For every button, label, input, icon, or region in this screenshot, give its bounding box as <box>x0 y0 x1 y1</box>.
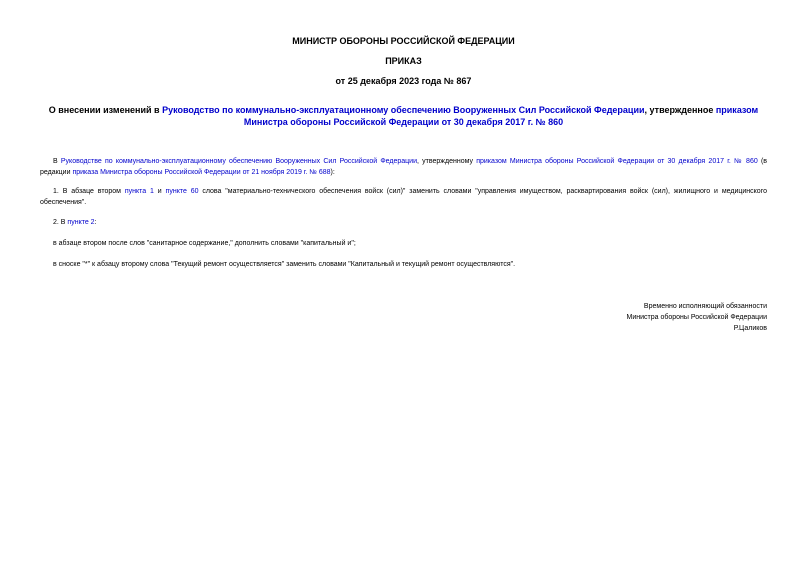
issuer-heading: МИНИСТР ОБОРОНЫ РОССИЙСКОЙ ФЕДЕРАЦИИ <box>292 36 515 46</box>
p1-text-2: , утвержденному <box>417 158 477 165</box>
paragraph-item-2 <box>40 217 767 228</box>
p2-text-1: 1. В абзаце втором <box>53 188 125 195</box>
p2-text-3: слова "материально-технического обеспечения войск (сил)" заменить словами "управления имуществом, расквартирования войск (сил), жилищного и медицинского обеспечения". <box>40 188 767 206</box>
p1-text-4: ): <box>330 169 335 176</box>
p2-link-point-60[interactable]: пункте 60 <box>165 188 199 195</box>
p1-text-3: (в редакции <box>40 158 768 176</box>
signature-position-line-1: Временно исполняющий обязанности <box>643 303 767 310</box>
p3-text-2: : <box>94 219 97 226</box>
paragraph-item-1 <box>40 186 767 208</box>
title-link-order-860[interactable]: приказом Министра обороны Российской Федерации от 30 декабря 2017 г. № 860 <box>243 105 759 127</box>
document-date-heading: от 25 декабря 2023 года № 867 <box>335 76 472 86</box>
paragraph-item-2-sub-2: в сноске "*" к абзацу второму слова "Текущий ремонт осуществляется" заменить словами "Капитальный и текущий ремонт осуществляются". <box>53 261 516 268</box>
p1-text-1: В <box>53 158 61 165</box>
p1-link-order-688[interactable]: приказа Министра обороны Российской Федерации от 21 ноября 2019 г. № 688 <box>72 169 331 176</box>
p3-text-1: 2. В <box>53 219 68 226</box>
p1-link-guide[interactable]: Руководстве по коммунально-эксплуатационному обеспечению Вооруженных Сил Российской Федерации <box>60 158 418 165</box>
p2-link-point-1[interactable]: пункта 1 <box>124 188 154 195</box>
p3-link-point-2[interactable]: пункте 2 <box>67 219 95 226</box>
paragraph-item-2-sub-1: в абзаце втором после слов "санитарное содержание," дополнить словами "капитальный и"; <box>53 240 356 247</box>
document-type-heading: ПРИКАЗ <box>385 56 422 66</box>
signature-block <box>627 301 768 334</box>
p1-link-order-860[interactable]: приказом Министра обороны Российской Федерации от 30 декабря 2017 г. № 860 <box>476 158 758 165</box>
title-text-2: , утвержденное <box>644 105 716 115</box>
signature-name: Р.Цаликов <box>733 325 767 332</box>
title-link-guide[interactable]: Руководство по коммунально-эксплуатационному обеспечению Вооруженных Сил Российской Федерации <box>162 105 645 115</box>
document-title <box>40 104 767 128</box>
signature-position-line-2: Министра обороны Российской Федерации <box>626 314 767 321</box>
p2-text-2: и <box>153 188 166 195</box>
paragraph-intro <box>40 156 767 178</box>
title-text-1: О внесении изменений в <box>48 105 163 115</box>
